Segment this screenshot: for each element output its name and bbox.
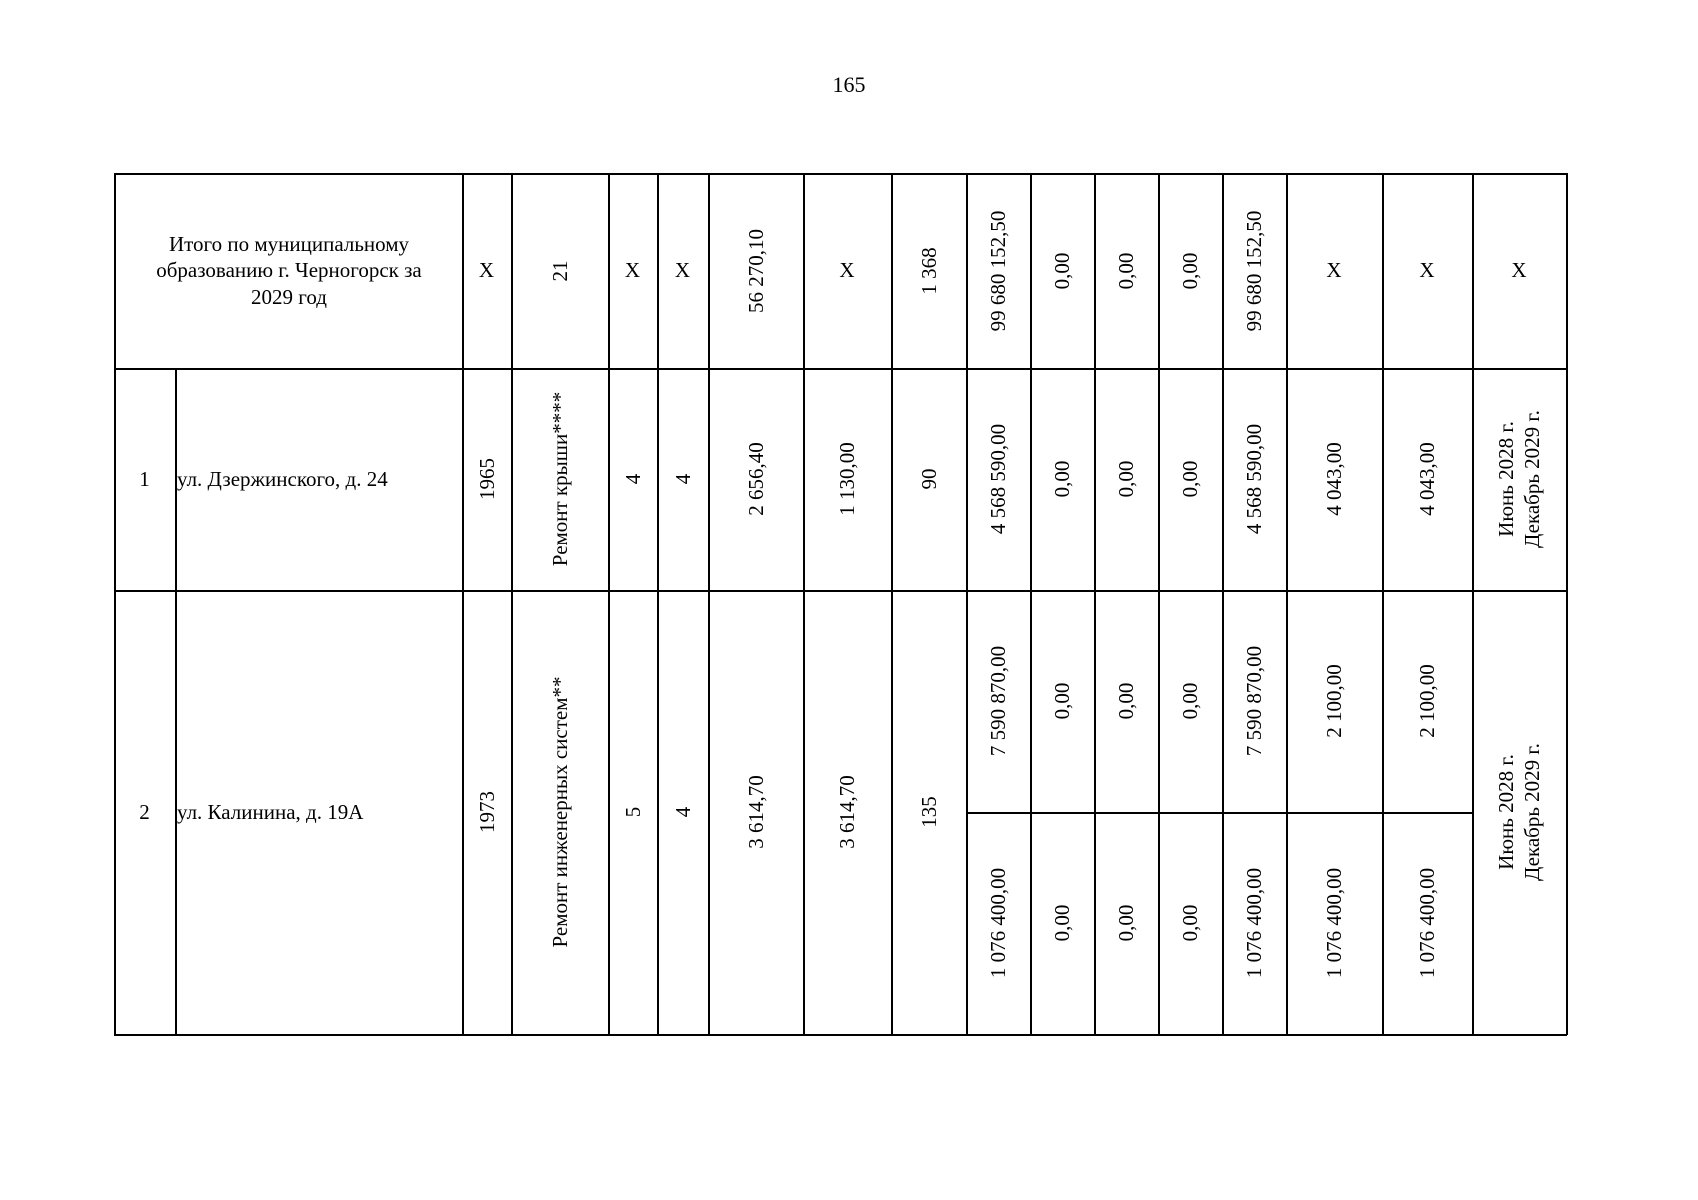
- totals-floors: Х: [624, 258, 641, 283]
- row2-floors: [608, 590, 657, 1034]
- row2b-owners-funds-value: 1 076 400,00: [1241, 867, 1266, 979]
- row2b-owners-funds: [1222, 812, 1286, 1034]
- row1-work-type-value: Ремонт крыши****: [547, 391, 572, 567]
- row1-residential-area: [803, 368, 891, 590]
- totals-work-count: [511, 173, 608, 368]
- row2b-total-cost: [966, 812, 1030, 1034]
- row1-year-value: 1965: [474, 458, 499, 500]
- totals-total-area-value: 56 270,10: [743, 228, 768, 313]
- row1-unit-cost: [1286, 368, 1382, 590]
- row2-year: [462, 590, 511, 1034]
- row1-entrances: [657, 368, 708, 590]
- row2-residents-value: 135: [916, 796, 941, 828]
- row1-deadline-value: [1493, 410, 1546, 548]
- row1-residents-value: 90: [916, 468, 941, 490]
- row2a-budget-subject: [1094, 590, 1158, 812]
- row2a-fund-fkr: [1030, 590, 1094, 812]
- row2b-max-unit-cost-value: 1 076 400,00: [1414, 867, 1439, 979]
- row2-residents: [891, 590, 966, 1034]
- row2b-total-cost-value: 1 076 400,00: [985, 867, 1010, 979]
- row2a-owners-funds: [1222, 590, 1286, 812]
- row1-owners-funds: [1222, 368, 1286, 590]
- totals-year: Х: [478, 258, 495, 283]
- row2a-max-unit-cost-value: 2 100,00: [1414, 664, 1439, 738]
- row2b-budget-subject-value: 0,00: [1113, 904, 1138, 942]
- row1-unit-cost-value: 4 043,00: [1321, 442, 1346, 516]
- row2-year-value: 1973: [474, 791, 499, 833]
- row1-total-cost: [966, 368, 1030, 590]
- row2b-max-unit-cost: [1382, 812, 1472, 1034]
- row1-fund-fkr: [1030, 368, 1094, 590]
- row2-number: 2: [139, 799, 150, 824]
- row2-total-area-value: 3 614,70: [743, 775, 768, 849]
- totals-fund-fkr: [1030, 173, 1094, 368]
- row2-work-type-value: Ремонт инженерных систем**: [547, 676, 572, 948]
- row2-entrances: [657, 590, 708, 1034]
- row2a-fund-fkr-value: 0,00: [1049, 682, 1074, 720]
- row1-total-cost-value: 4 568 590,00: [985, 423, 1010, 535]
- totals-max-unit-cost: Х: [1419, 258, 1435, 283]
- totals-owners-funds: [1222, 173, 1286, 368]
- row2-deadline: [1472, 590, 1566, 1034]
- totals-residential-area: Х: [839, 258, 855, 283]
- row1-floors-value: 4: [620, 473, 645, 485]
- row2b-unit-cost: [1286, 812, 1382, 1034]
- totals-total-cost-value: 99 680 152,50: [985, 210, 1010, 331]
- row1-residential-area-value: 1 130,00: [834, 442, 859, 516]
- row1-total-area-value: 2 656,40: [743, 442, 768, 516]
- row1-max-unit-cost-value: 4 043,00: [1414, 442, 1439, 516]
- row1-work-type: [511, 368, 608, 590]
- row2a-total-cost: [966, 590, 1030, 812]
- row1-entrances-value: 4: [670, 473, 695, 485]
- row2b-fund-fkr-value: 0,00: [1049, 904, 1074, 942]
- row1-address: ул. Дзержинского, д. 24: [177, 466, 388, 491]
- row1-number: 1: [139, 466, 150, 491]
- row2a-unit-cost-value: 2 100,00: [1321, 664, 1346, 738]
- row2a-budget-subject-value: 0,00: [1113, 682, 1138, 720]
- row1-max-unit-cost: [1382, 368, 1472, 590]
- totals-total-area: [708, 173, 803, 368]
- row2-deadline-start: Июнь 2028 г.: [1493, 754, 1518, 870]
- row2-residential-area-value: 3 614,70: [834, 775, 859, 849]
- row2a-owners-funds-value: 7 590 870,00: [1241, 645, 1266, 757]
- totals-budget-subject: [1094, 173, 1158, 368]
- row1-deadline-end: Декабрь 2029 г.: [1520, 410, 1544, 548]
- row1-budget-subject: [1094, 368, 1158, 590]
- row2-residential-area: [803, 590, 891, 1034]
- page-number: 165: [832, 72, 866, 97]
- row1-fund-fkr-value: 0,00: [1049, 460, 1074, 498]
- row2-total-area: [708, 590, 803, 1034]
- row1-budget-local-value: 0,00: [1177, 460, 1202, 498]
- table-border-bottom: [114, 1034, 1567, 1036]
- totals-total-cost: [966, 173, 1030, 368]
- row1-year: [462, 368, 511, 590]
- row1-floors: [608, 368, 657, 590]
- row1-total-area: [708, 368, 803, 590]
- totals-deadline: Х: [1511, 258, 1527, 283]
- row2a-budget-local: [1158, 590, 1222, 812]
- row2a-budget-local-value: 0,00: [1177, 682, 1202, 720]
- totals-budget-local: [1158, 173, 1222, 368]
- row2-deadline-value: [1493, 743, 1546, 881]
- totals-owners-funds-value: 99 680 152,50: [1241, 210, 1266, 331]
- row1-owners-funds-value: 4 568 590,00: [1241, 423, 1266, 535]
- row1-budget-subject-value: 0,00: [1113, 460, 1138, 498]
- row2b-fund-fkr: [1030, 812, 1094, 1034]
- row2b-budget-local: [1158, 812, 1222, 1034]
- row2a-total-cost-value: 7 590 870,00: [985, 645, 1010, 757]
- row2a-unit-cost: [1286, 590, 1382, 812]
- row2-deadline-end: Декабрь 2029 г.: [1520, 743, 1544, 881]
- row2b-budget-local-value: 0,00: [1177, 904, 1202, 942]
- row1-residents: [891, 368, 966, 590]
- totals-budget-subject-value: 0,00: [1113, 252, 1138, 289]
- row2-floors-value: 5: [620, 806, 645, 818]
- row2-work-type: [511, 590, 608, 1034]
- row2b-unit-cost-value: 1 076 400,00: [1321, 867, 1346, 979]
- row2a-max-unit-cost: [1382, 590, 1472, 812]
- table-border-right: [1566, 173, 1568, 1035]
- totals-fund-fkr-value: 0,00: [1049, 252, 1074, 289]
- totals-residents-value: 1 368: [916, 246, 941, 295]
- totals-entrances: Х: [674, 258, 691, 283]
- totals-residents: [891, 173, 966, 368]
- row2b-budget-subject: [1094, 812, 1158, 1034]
- row2-entrances-value: 4: [670, 806, 695, 818]
- row1-deadline: [1472, 368, 1566, 590]
- totals-unit-cost: Х: [1326, 258, 1342, 283]
- totals-work-count-value: 21: [547, 260, 572, 281]
- totals-budget-local-value: 0,00: [1177, 252, 1202, 289]
- row1-budget-local: [1158, 368, 1222, 590]
- row1-deadline-start: Июнь 2028 г.: [1493, 421, 1518, 537]
- totals-label: Итого по муниципальному образованию г. Черногорск за 2029 год: [156, 232, 422, 309]
- row2-address: ул. Калинина, д. 19А: [177, 799, 364, 824]
